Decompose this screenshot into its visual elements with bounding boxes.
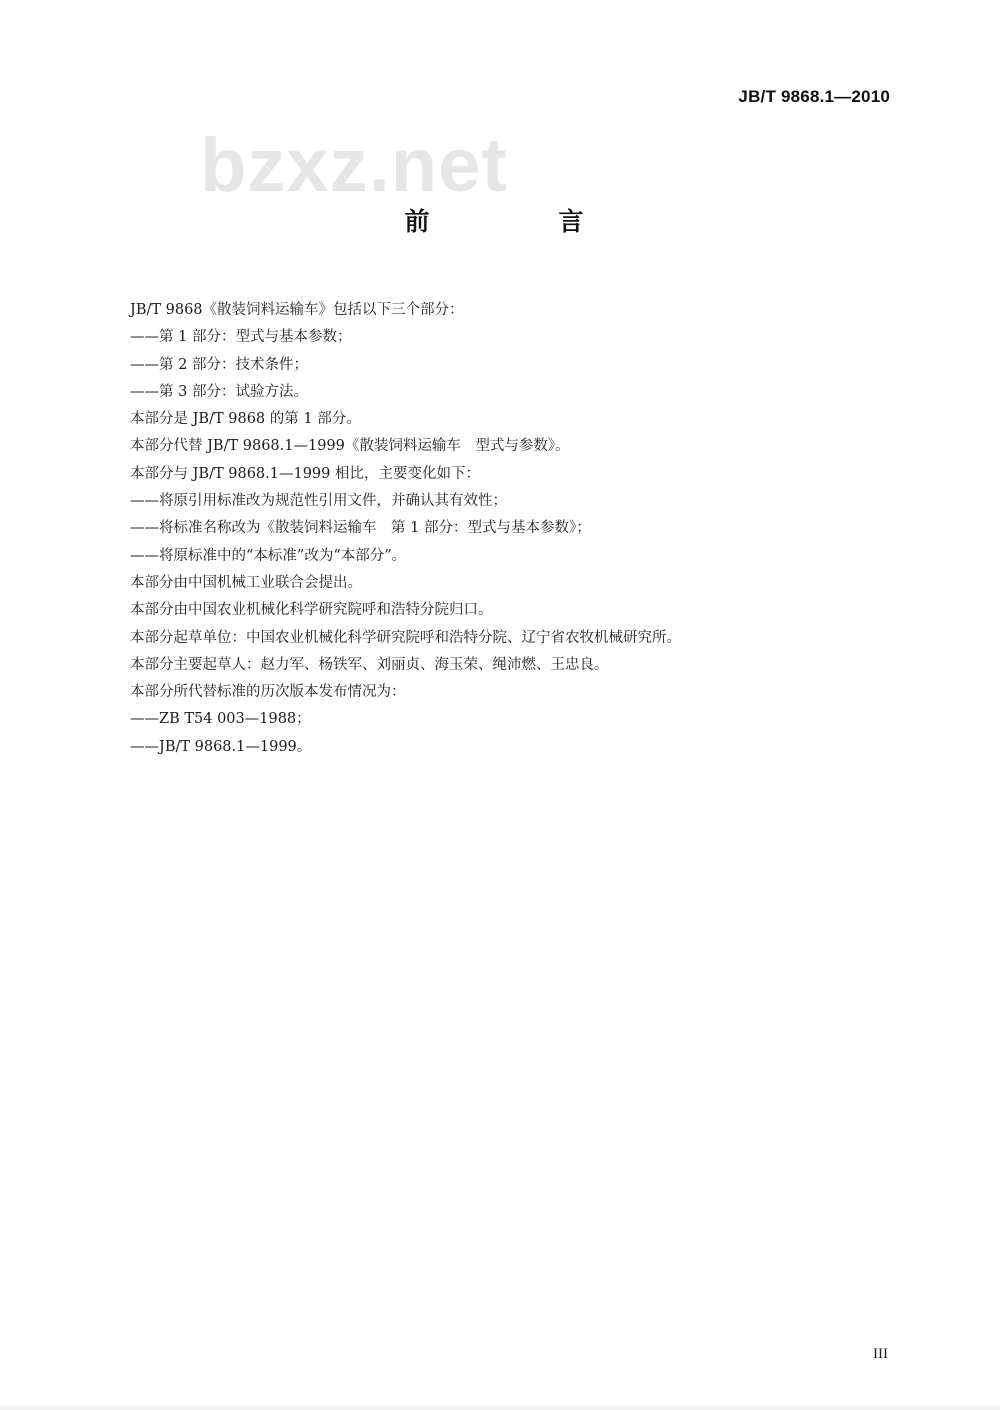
- body-line: ——ZB T54 003—1988；: [130, 711, 311, 728]
- body-line: 本部分与 JB/T 9868.1—1999 相比，主要变化如下：: [130, 465, 480, 482]
- body-line: ——将标准名称改为《散装饲料运输车 第 1 部分：型式与基本参数》；: [130, 520, 591, 537]
- body-line: ——第 2 部分：技术条件；: [130, 356, 308, 373]
- body-line: 本部分由中国机械工业联合会提出。: [130, 574, 362, 591]
- page-bottom-edge: [0, 1404, 1000, 1410]
- body-line: 本部分起草单位：中国农业机械化科学研究院呼和浩特分院、辽宁省农牧机械研究所。: [130, 629, 681, 646]
- watermark: bzxz.net: [200, 123, 508, 208]
- body-line: 本部分是 JB/T 9868 的第 1 部分。: [130, 411, 361, 428]
- page-title: [0, 202, 1000, 238]
- body-line: ——第 3 部分：试验方法。: [130, 383, 308, 400]
- body-line: JB/T 9868《散装饲料运输车》包括以下三个部分：: [130, 302, 464, 318]
- page-number: III: [873, 1346, 888, 1362]
- body-line: ——将原标准中的“本标准”改为“本部分”。: [130, 547, 407, 564]
- standard-number: JB/T 9868.1—2010: [738, 87, 890, 106]
- page-title-text: 前 言: [404, 207, 636, 236]
- foreword-body: [130, 297, 890, 761]
- body-line: ——第 1 部分：型式与基本参数；: [130, 329, 352, 346]
- body-line: 本部分所代替标准的历次版本发布情况为：: [130, 684, 406, 701]
- body-line: ——将原引用标准改为规范性引用文件，并确认其有效性；: [130, 493, 507, 510]
- body-line: 本部分由中国农业机械化科学研究院呼和浩特分院归口。: [130, 602, 493, 619]
- body-line: 本部分主要起草人：赵力军、杨铁军、刘丽贞、海玉荣、绳沛燃、王忠良。: [130, 656, 609, 673]
- body-line: ——JB/T 9868.1—1999。: [130, 738, 312, 755]
- body-line: 本部分代替 JB/T 9868.1—1999《散装饲料运输车 型式与参数》。: [130, 438, 570, 455]
